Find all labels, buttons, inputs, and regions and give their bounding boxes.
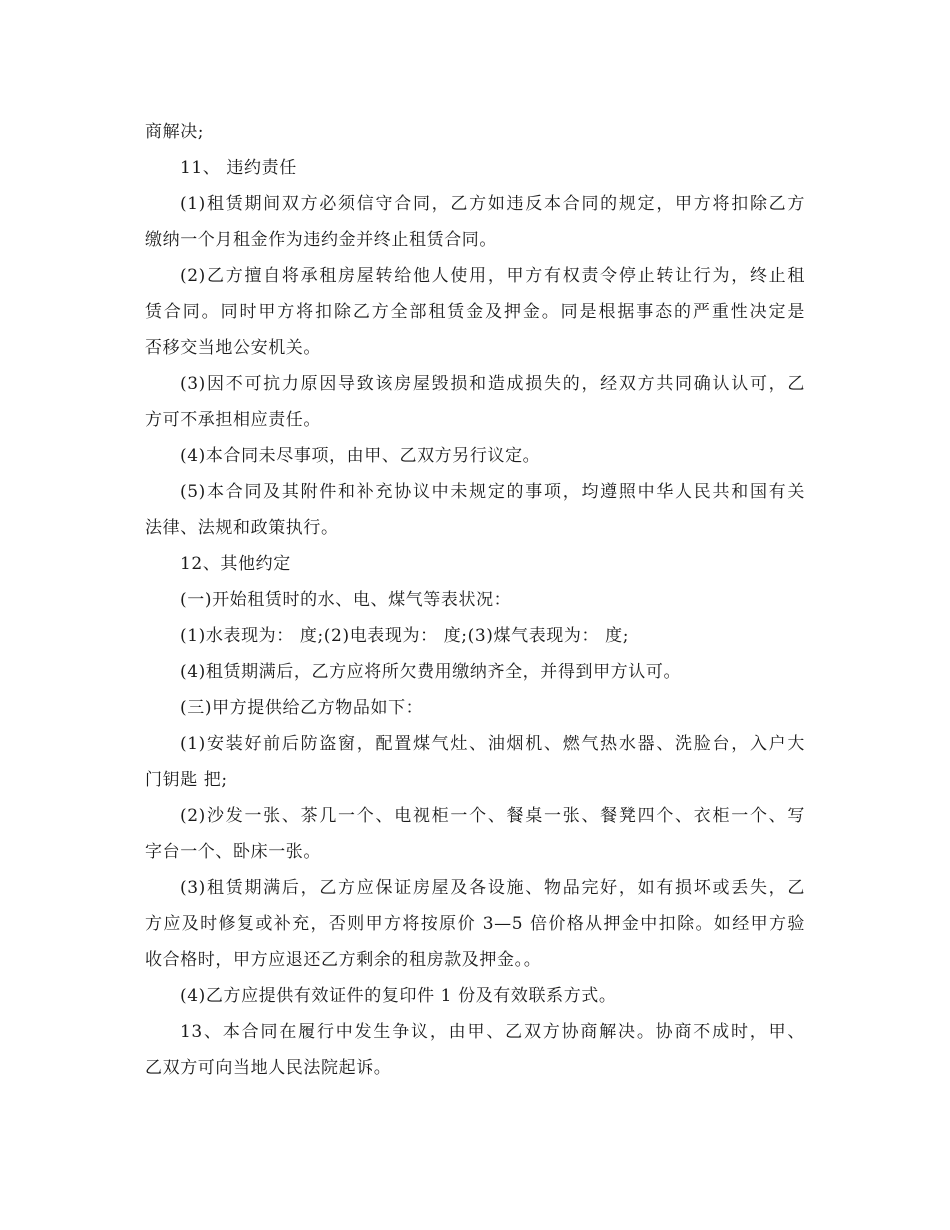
text-line: (一)开始租赁时的水、电、煤气等表状况： xyxy=(180,590,512,610)
text-line: (2)乙方擅自将承租房屋转给他人使用，甲方有权责令停止转让行为，终止租 xyxy=(180,266,805,286)
text-line: 方可不承担相应责任。 xyxy=(145,410,321,430)
text-line: 乙双方可向当地人民法院起诉。 xyxy=(145,1058,392,1078)
text-line: (三)甲方提供给乙方物品如下： xyxy=(180,698,424,718)
section-heading-dispute: 13、本合同在履行中发生争议，由甲、乙双方协商解决。协商不成时，甲、 xyxy=(180,1022,805,1042)
text-line: 否移交当地公安机关。 xyxy=(145,338,321,358)
text-line: (3)因不可抗力原因导致该房屋毁损和造成损失的，经双方共同确认认可，乙 xyxy=(180,374,805,394)
text-line: (3)租赁期满后，乙方应保证房屋及各设施、物品完好，如有损坏或丢失，乙 xyxy=(180,878,805,898)
text-line: 缴纳一个月租金作为违约金并终止租赁合同。 xyxy=(145,230,497,250)
text-line: 字台一个、卧床一张。 xyxy=(145,842,321,862)
text-line: (5)本合同及其附件和补充协议中未规定的事项，均遵照中华人民共和国有关 xyxy=(180,482,805,502)
text-line: (4)本合同未尽事项，由甲、乙双方另行议定。 xyxy=(180,446,541,466)
text-line: (4)租赁期满后，乙方应将所欠费用缴纳齐全，并得到甲方认可。 xyxy=(180,662,682,682)
section-heading-other: 12、其他约定 xyxy=(180,554,291,574)
text-line: 赁合同。同时甲方将扣除乙方全部租赁金及押金。同是根据事态的严重性决定是 xyxy=(145,302,805,322)
text-line: (1)安装好前后防盗窗，配置煤气灶、油烟机、燃气热水器、洗脸台，入户大 xyxy=(180,734,805,754)
text-line: 收合格时，甲方应退还乙方剩余的租房款及押金。。 xyxy=(145,950,542,970)
text-line: (1)租赁期间双方必须信守合同，乙方如违反本合同的规定，甲方将扣除乙方 xyxy=(180,194,805,214)
text-line: 法律、法规和政策执行。 xyxy=(145,518,339,538)
text-line: 方应及时修复或补充，否则甲方将按原价 3—5 倍价格从押金中扣除。如经甲方验 xyxy=(145,914,805,934)
text-line: 门钥匙 把; xyxy=(145,770,228,790)
text-line: 商解决; xyxy=(145,122,205,142)
text-line: (4)乙方应提供有效证件的复印件 1 份及有效联系方式。 xyxy=(180,986,617,1006)
section-heading-breach: 11、 违约责任 xyxy=(180,158,297,178)
text-line: (2)沙发一张、茶几一个、电视柜一个、餐桌一张、餐凳四个、衣柜一个、写 xyxy=(180,806,805,826)
text-line: (1)水表现为： 度;(2)电表现为： 度;(3)煤气表现为： 度; xyxy=(180,626,630,646)
